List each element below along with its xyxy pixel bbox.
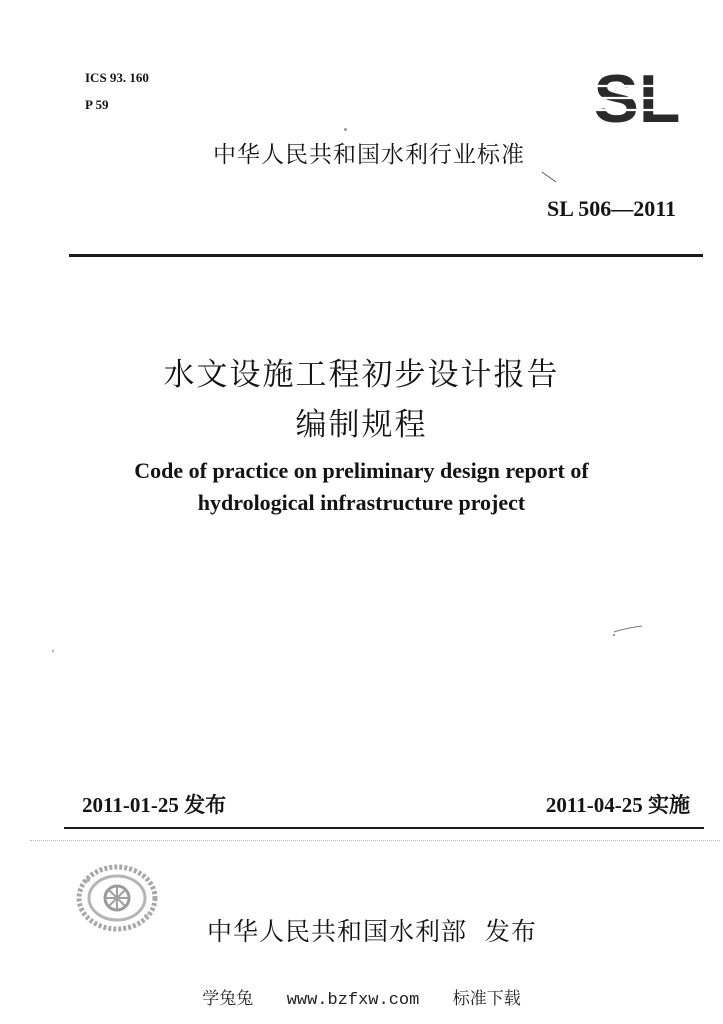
publish-date: 2011-01-25 发布 [82, 793, 227, 817]
publisher-line: 中华人民共和国水利部 发布 [207, 917, 537, 946]
scan-speck [344, 128, 347, 131]
scan-dotted-line [30, 840, 720, 841]
footer-url-link[interactable]: www.bzfxw.com [286, 991, 420, 1010]
watermark-footer [0, 984, 723, 1010]
classification-code: P 59 [85, 97, 109, 112]
chinese-title-line-1: 水文设施工程初步设计报告 [163, 357, 560, 393]
english-title-line-1: Code of practice on preliminary design report of [134, 458, 589, 483]
scan-mark [610, 622, 650, 638]
standard-category-title: 中华人民共和国水利行业标准 [213, 142, 525, 168]
bottom-divider [64, 827, 704, 829]
ministry-seal-icon [76, 864, 158, 932]
chinese-title-line-2: 编制规程 [295, 407, 428, 443]
top-divider [69, 254, 703, 257]
footer-slogan: 标准下载 [452, 989, 521, 1009]
scan-speck [52, 650, 54, 652]
scan-mark [540, 170, 560, 184]
effective-date: 2011-04-25 实施 [545, 793, 690, 817]
footer-site-name: 学兔兔 [202, 989, 254, 1009]
chinese-title [0, 350, 723, 450]
english-title [0, 455, 723, 519]
english-title-line-2: hydrological infrastructure project [197, 490, 526, 515]
ics-code: ICS 93. 160 [85, 70, 149, 85]
standard-number: SL 506—2011 [547, 196, 676, 221]
sl-logo [582, 66, 692, 128]
svg-text:SL: SL [593, 66, 681, 128]
